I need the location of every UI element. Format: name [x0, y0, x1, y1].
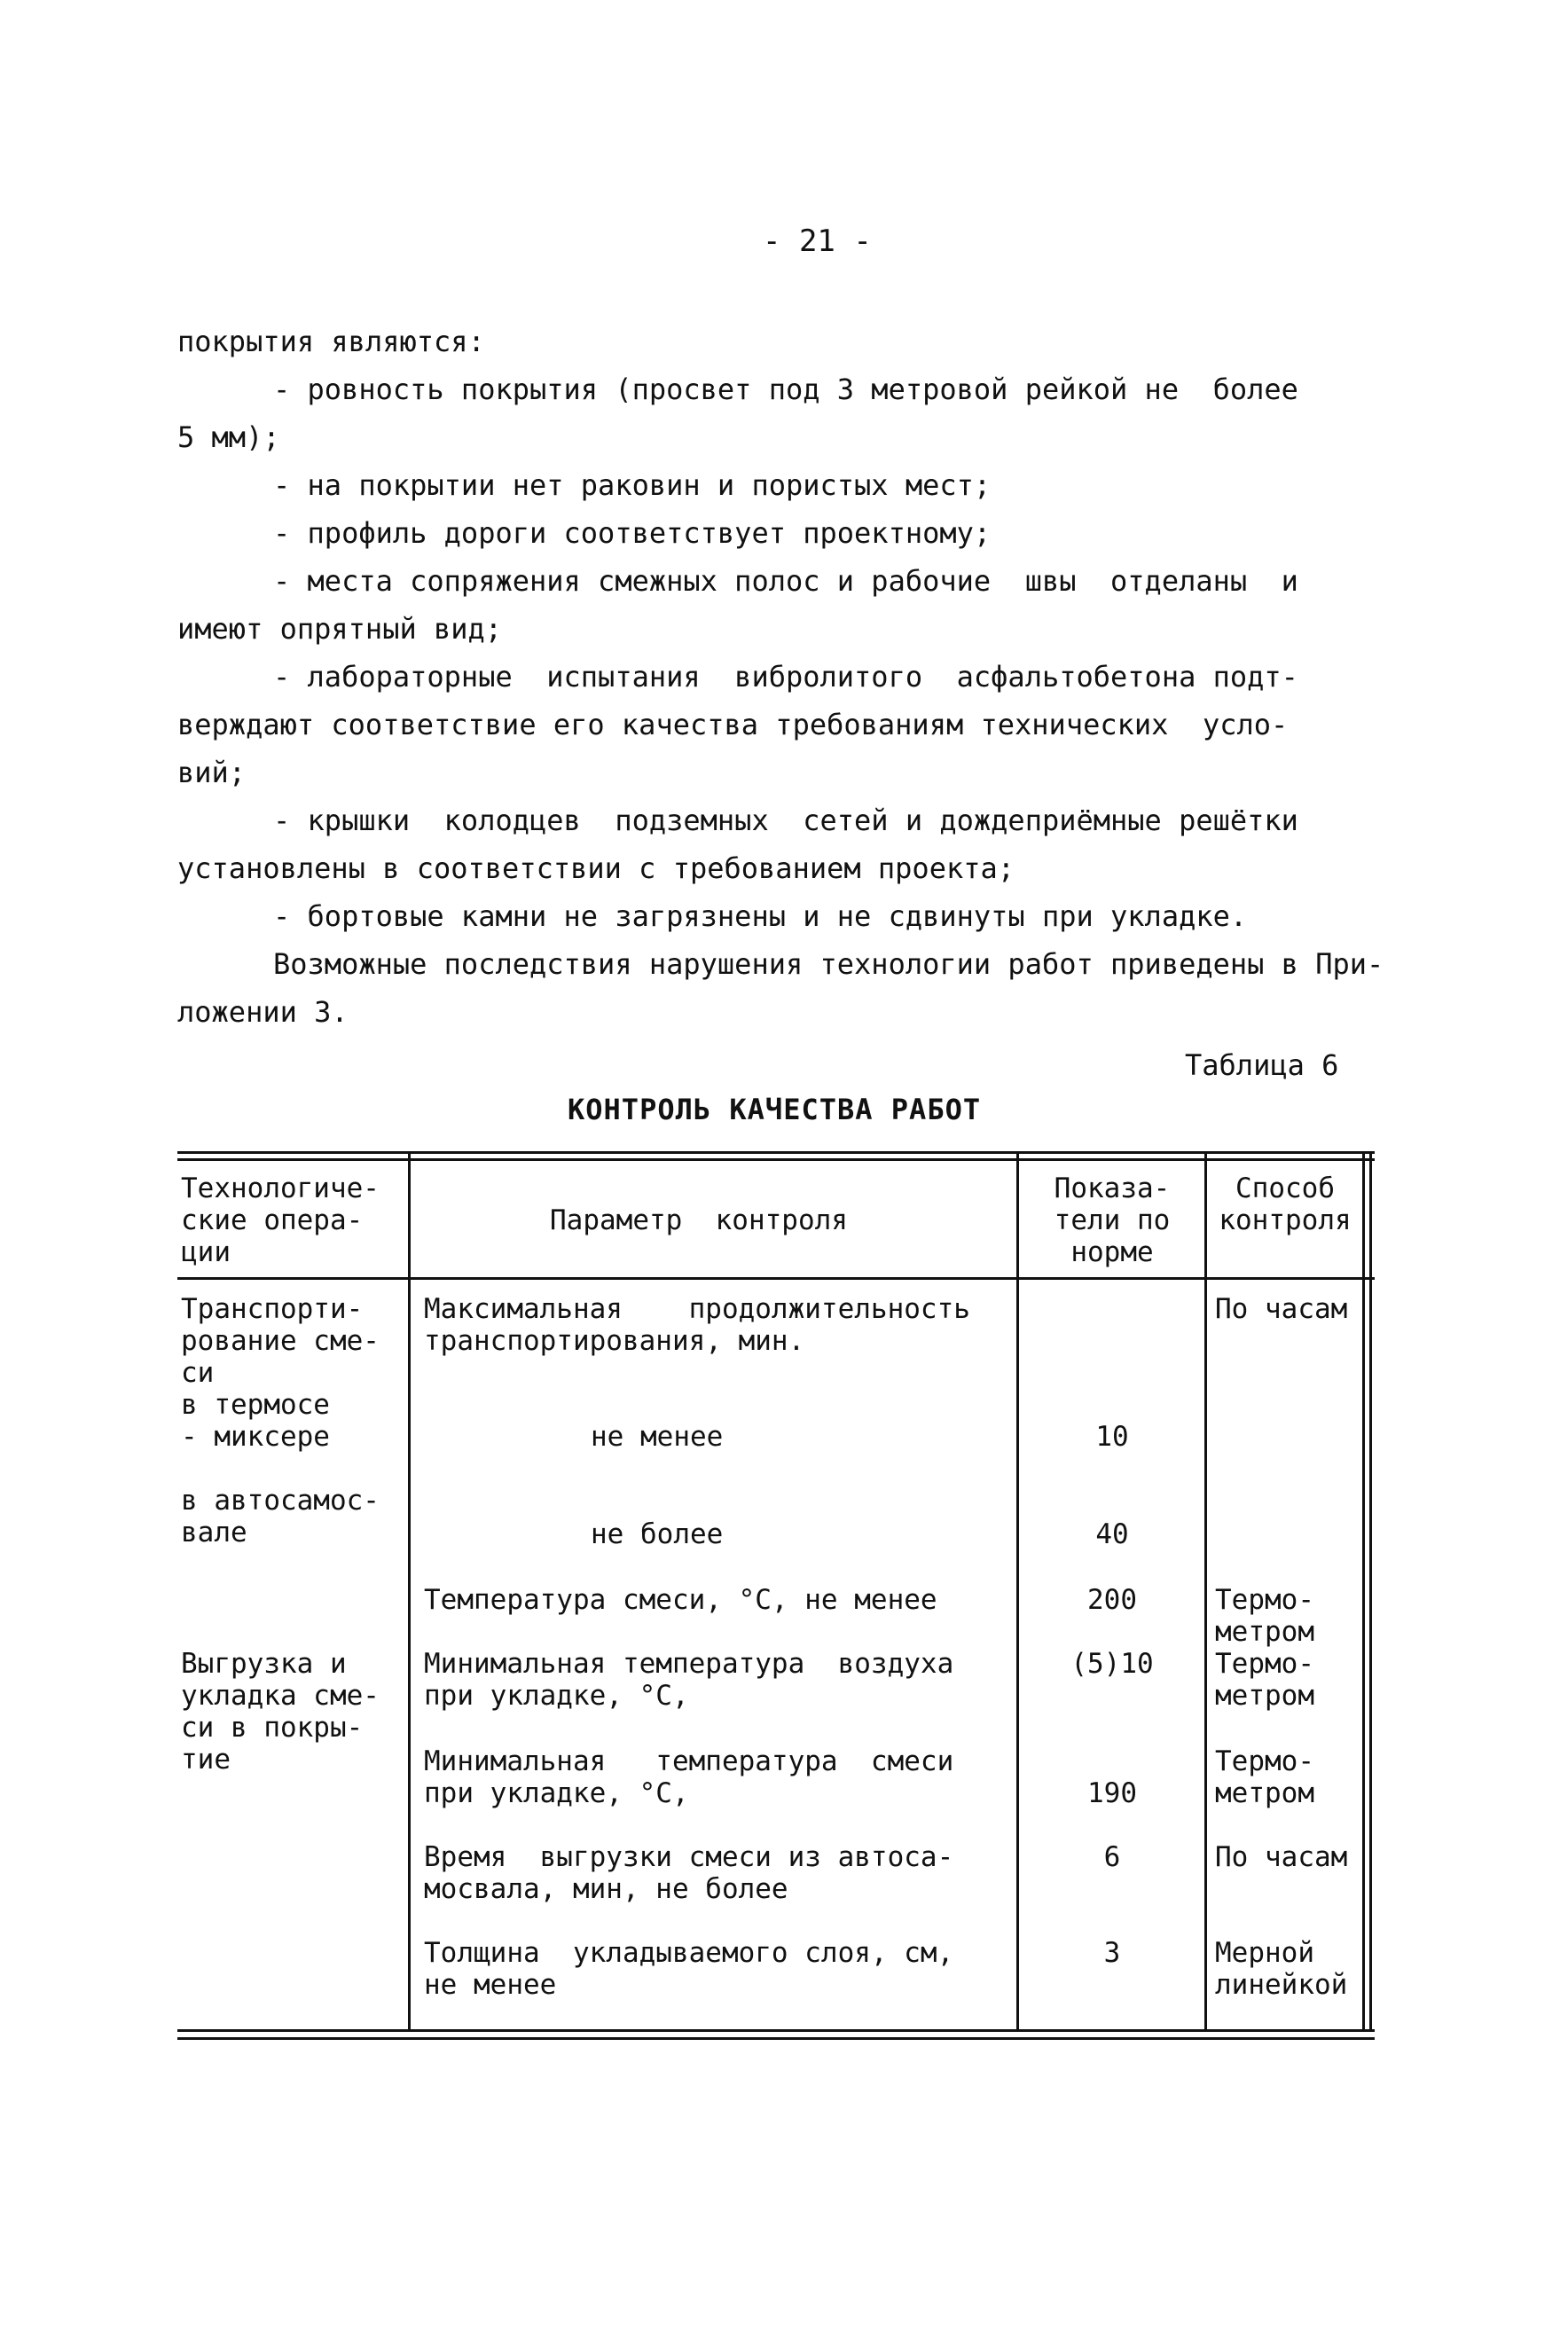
operation-transport: Транспорти- рование сме- си в термосе - миксере: [181, 1293, 380, 1453]
method-cell: Термо- метром: [1215, 1584, 1314, 1648]
body-line: 5 мм);: [177, 420, 280, 454]
body-line: - крышки колодцев подземных сетей и дождеприёмные решётки: [273, 804, 1298, 837]
param-cell: не менее: [591, 1421, 724, 1453]
table-border: [177, 1158, 1375, 1161]
operation-unload: Выгрузка и укладка сме- си в покры- тие: [181, 1648, 380, 1776]
param-cell: Максимальная продолжительность транспортирования, мин.: [424, 1293, 970, 1357]
norm-cell: 40: [1095, 1518, 1129, 1550]
table-label: Таблица 6: [1185, 1048, 1339, 1082]
column-divider: [1016, 1151, 1019, 2031]
param-cell: не более: [591, 1518, 724, 1550]
page-number: - 21 -: [763, 223, 872, 259]
header-operations: Технологиче- ские опера- ции: [181, 1172, 380, 1268]
body-line: - бортовые камни не загрязнены и не сдвинуты при укладке.: [273, 899, 1248, 933]
param-cell: Температура смеси, °С, не менее: [424, 1584, 937, 1616]
operation-truck: в автосамос- вале: [181, 1485, 380, 1549]
table-border: [1362, 1151, 1365, 2031]
body-line: установлены в соответствии с требованием проекта;: [177, 851, 1015, 885]
param-cell: Минимальная температура воздуха при укладке, °С,: [424, 1648, 954, 1712]
body-line: имеют опрятный вид;: [177, 612, 503, 646]
body-line: - профиль дороги соответствует проектному;: [273, 516, 992, 550]
norm-cell: 10: [1095, 1421, 1129, 1453]
body-line: ложении 3.: [177, 995, 349, 1029]
body-line: вий;: [177, 756, 247, 789]
body-line: покрытия являются:: [177, 325, 485, 358]
norm-cell: (5)10: [1070, 1648, 1154, 1680]
method-cell: Термо- метром: [1215, 1745, 1314, 1809]
body-line: Возможные последствия нарушения технологии работ приведены в При-: [273, 947, 1384, 981]
method-cell: По часам: [1215, 1293, 1348, 1325]
table-title: КОНТРОЛЬ КАЧЕСТВА РАБОТ: [568, 1093, 982, 1126]
header-norm: Показа- тели по норме: [1054, 1172, 1171, 1268]
norm-cell: 200: [1087, 1584, 1137, 1616]
table-border: [177, 2037, 1375, 2040]
method-cell: Мерной линейкой: [1215, 1937, 1348, 2001]
method-cell: По часам: [1215, 1841, 1348, 1873]
body-line: - на покрытии нет раковин и пористых мест;: [273, 468, 992, 502]
quality-control-table: [177, 1151, 1375, 2040]
body-line: - места сопряжения смежных полос и рабочие швы отделаны и: [273, 564, 1298, 598]
norm-cell: 6: [1103, 1841, 1121, 1873]
body-line: - лабораторные испытания вибролитого асфальтобетона подт-: [273, 660, 1298, 694]
header-parameter: Параметр контроля: [550, 1204, 848, 1236]
column-divider: [408, 1151, 411, 2031]
param-cell: Толщина укладываемого слоя, см, не менее: [424, 1937, 954, 2001]
method-cell: Термо- метром: [1215, 1648, 1314, 1712]
body-line: верждают соответствие его качества требованиям технических усло-: [177, 708, 1289, 741]
param-cell: Минимальная температура смеси при укладке, °С,: [424, 1745, 954, 1809]
norm-cell: 190: [1087, 1777, 1137, 1809]
header-method: Способ контроля: [1219, 1172, 1352, 1236]
table-border: [177, 2029, 1375, 2032]
norm-cell: 3: [1103, 1937, 1121, 1969]
table-border: [1369, 1151, 1372, 2031]
column-divider: [1204, 1151, 1207, 2031]
param-cell: Время выгрузки смеси из автоса- мосвала, мин, не более: [424, 1841, 954, 1905]
body-line: - ровность покрытия (просвет под 3 метровой рейкой не более: [273, 372, 1298, 406]
table-border: [177, 1277, 1375, 1280]
table-border: [177, 1151, 1375, 1154]
